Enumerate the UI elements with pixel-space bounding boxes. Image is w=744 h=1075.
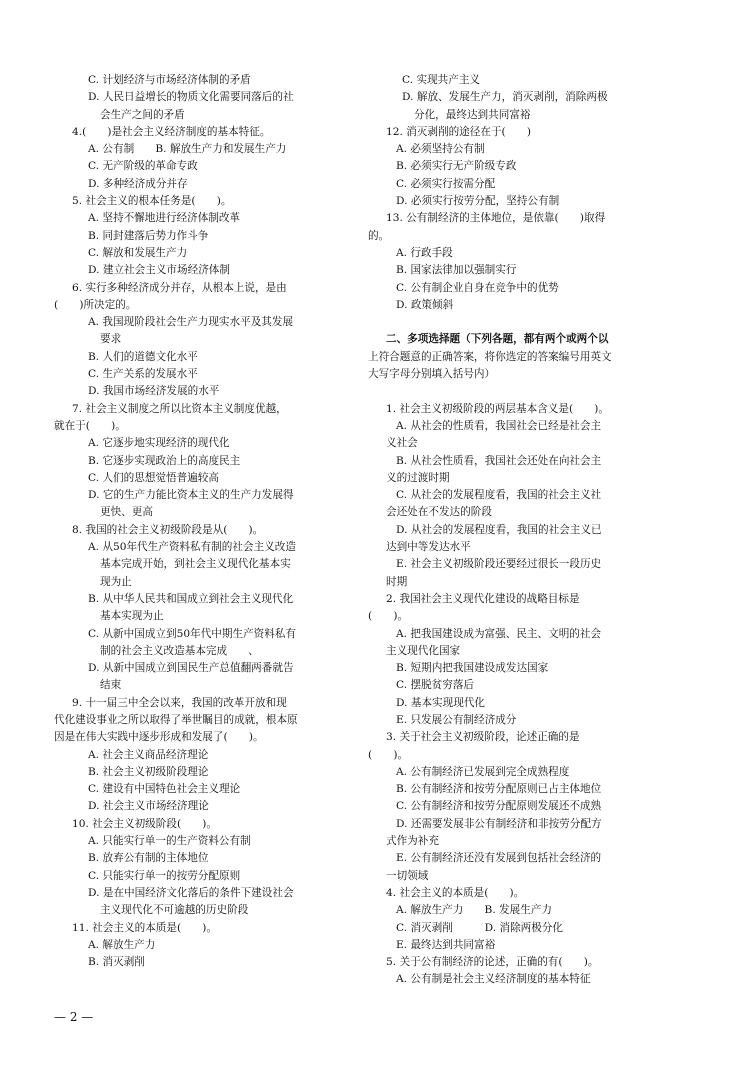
text-line: 分化，最终达到共同富裕 — [414, 108, 531, 121]
text-line: 10. 社会主义初级阶段( )。 — [72, 817, 218, 830]
text-line: 会还处在不发达的阶段 — [386, 506, 492, 519]
text-line — [368, 383, 664, 400]
right-column — [368, 72, 664, 989]
text-line: A. 行政手段 — [396, 246, 453, 259]
text-line: B. 社会主义初级阶段理论 — [88, 765, 209, 778]
text-line: B. 人们的道德文化水平 — [88, 350, 198, 363]
text-line: B. 从社会性质看，我国社会还处在向社会主 — [396, 454, 602, 467]
text-line: 2. 我国社会主义现代化建设的战略目标是 — [386, 592, 580, 605]
text-line: B. 国家法律加以强制实行 — [396, 264, 517, 277]
text-line: 主义现代化国家 — [386, 644, 461, 657]
text-line: 8. 我国的社会主义初级阶段是从( )。 — [72, 523, 264, 536]
text-line: 9. 十一届三中全会以来，我国的改革开放和现 — [72, 696, 287, 709]
text-line: 5. 关于公有制经济的论述，正确的有( )。 — [386, 956, 599, 969]
text-line: 就在于( )。 — [54, 419, 126, 432]
text-line: B. 公有制经济和按劳分配原则已占主体地位 — [396, 783, 602, 796]
text-line: A. 公有制经济已发展到完全成熟程度 — [396, 765, 570, 778]
text-line: A. 社会主义商品经济理论 — [88, 748, 209, 761]
text-line: C. 计划经济与市场经济体制的矛盾 — [88, 74, 251, 86]
text-line: C. 摆脱贫穷落后 — [396, 679, 475, 692]
page-number: — 2 — — [54, 1010, 94, 1024]
text-line: 主义现代化不可逾越的历史阶段 — [100, 904, 249, 917]
text-line: 更快、更高 — [100, 506, 153, 519]
text-line: 上符合题意的正确答案，将你选定的答案编号用英文 — [368, 350, 612, 363]
text-line: 式作为补充 — [386, 835, 439, 848]
text-line: A. 解放生产力 — [88, 938, 156, 951]
text-line: 1. 社会主义初级阶段的两层基本含义是( )。 — [386, 402, 610, 415]
text-line: 现为止 — [100, 575, 132, 588]
text-line: 因是在伟大实践中逐步形成和发展了( )。 — [54, 731, 264, 744]
text-line: 达到中等发达水平 — [386, 541, 471, 554]
text-line: A. 只能实行单一的生产资料公有制 — [88, 835, 251, 848]
text-line: C. 生产关系的发展水平 — [88, 368, 198, 381]
text-line: 5. 社会主义的根本任务是( )。 — [72, 195, 232, 208]
text-line: C. 只能实行单一的按劳分配原则 — [88, 869, 241, 882]
text-line: C. 从社会的发展程度看，我国的社会主义社 — [396, 489, 602, 502]
text-line: B. 消灭剥削 — [88, 956, 145, 969]
text-line: D. 必须实行按劳分配，坚持公有制 — [396, 195, 560, 208]
text-line: A. 坚持不懈地进行经济体制改革 — [88, 212, 241, 225]
text-line: E. 最终达到共同富裕 — [396, 938, 496, 951]
text-line: 4.( )是社会主义经济制度的基本特征。 — [72, 125, 271, 138]
text-line: A. 解放生产力 B. 发展生产力 — [396, 904, 553, 917]
left-column — [54, 72, 360, 971]
text-line: C. 建设有中国特色社会主义理论 — [88, 783, 241, 796]
text-line: C. 公有制经济和按劳分配原则发展还不成熟 — [396, 800, 602, 813]
text-line: A. 必须坚持公有制 — [396, 143, 485, 156]
text-line: C. 必须实行按需分配 — [396, 177, 496, 190]
text-line: ( )。 — [368, 610, 409, 623]
text-line: C. 解放和发展生产力 — [88, 246, 188, 259]
text-line: D. 解放、发展生产力，消灭剥削，消除两极 — [402, 91, 608, 104]
text-line: 基本实现为止 — [100, 610, 164, 623]
text-line: 义社会 — [386, 437, 418, 450]
text-line: D. 政策倾斜 — [396, 298, 454, 311]
text-line: C. 实现共产主义 — [402, 74, 481, 86]
text-line: E. 社会主义初级阶段还要经过很长一段历史 — [396, 558, 602, 571]
text-line: B. 从中华人民共和国成立到社会主义现代化 — [88, 592, 294, 605]
text-line: D. 是在中国经济文化落后的条件下建设社会 — [88, 886, 294, 899]
text-line: C. 公有制企业自身在竞争中的优势 — [396, 281, 559, 294]
text-line: 二、多项选择题（下列各题，都有两个或两个以 — [386, 333, 609, 346]
text-line: 13. 公有制经济的主体地位，是依靠( )取得 — [386, 212, 606, 225]
text-line: 3. 关于社会主义初级阶段，论述正确的是 — [386, 731, 580, 744]
text-line: A. 我国现阶段社会生产力现实水平及其发展 — [88, 316, 294, 329]
text-line: 基本完成开始，到社会主义现代化基本实 — [100, 558, 291, 571]
text-line: 代化建设事业之所以取得了举世瞩目的成就，根本原 — [54, 713, 298, 726]
text-line: D. 人民日益增长的物质文化需要同落后的社 — [88, 91, 294, 104]
text-line: 制的社会主义改造基本完成 、 — [100, 644, 259, 657]
text-line: 大写字母分别填入括号内） — [368, 368, 496, 381]
text-line: 6. 实行多种经济成分并存，从根本上说，是由 — [72, 281, 287, 294]
text-line: D. 建立社会主义市场经济体制 — [88, 264, 230, 277]
text-line: 要求 — [100, 333, 122, 346]
text-line: A. 公有制 B. 解放生产力和发展生产力 — [88, 143, 287, 156]
text-line: B. 必须实行无产阶级专政 — [396, 160, 517, 173]
text-line: 义的过渡时期 — [386, 471, 450, 484]
text-line: A. 从社会的性质看，我国社会已经是社会主 — [396, 419, 602, 432]
text-line: C. 无产阶级的革命专政 — [88, 160, 198, 173]
text-line: 11. 社会主义的本质是( )。 — [72, 921, 218, 934]
text-line: D. 从社会的发展程度看，我国的社会主义已 — [396, 523, 602, 536]
text-line: B. 同封建落后势力作斗争 — [88, 229, 209, 242]
text-line — [368, 314, 664, 331]
text-line: C. 消灭剥削 D. 消除两极分化 — [396, 921, 564, 934]
text-line: B. 放弃公有制的主体地位 — [88, 852, 209, 865]
text-line: D. 基本实现现代化 — [396, 696, 486, 709]
text-line: D. 多种经济成分并存 — [88, 177, 188, 190]
text-line: 的。 — [368, 229, 390, 242]
text-line: ( )。 — [368, 748, 409, 761]
text-line: 4. 社会主义的本质是( )。 — [386, 886, 525, 899]
text-line: 会生产之间的矛盾 — [100, 108, 185, 121]
text-line: 结束 — [100, 679, 122, 692]
text-line: 7. 社会主义制度之所以比资本主义制度优越， — [72, 402, 287, 415]
text-line: D. 我国市场经济发展的水平 — [88, 385, 220, 398]
text-line: ( )所决定的。 — [54, 298, 137, 311]
text-line: 一切领域 — [386, 869, 429, 882]
text-line: B. 短期内把我国建设成发达国家 — [396, 662, 549, 675]
text-line: C. 人们的思想觉悟普遍较高 — [88, 471, 219, 484]
text-line: 时期 — [386, 575, 408, 588]
text-line: C. 从新中国成立到50年代中期生产资料私有 — [88, 627, 297, 640]
text-line: A. 把我国建设成为富强、民主、文明的社会 — [396, 627, 602, 640]
text-line: D. 从新中国成立到国民生产总值翻两番就告 — [88, 662, 294, 675]
text-line: D. 它的生产力能比资本主义的生产力发展得 — [88, 489, 294, 502]
text-line: E. 公有制经济还没有发展到包括社会经济的 — [396, 852, 602, 865]
text-line: A. 从50年代生产资料私有制的社会主义改造 — [88, 541, 296, 554]
text-line: 12. 消灭剥削的途径在于( ) — [386, 125, 532, 138]
text-line: D. 还需要发展非公有制经济和非按劳分配方 — [396, 817, 602, 830]
text-line: A. 公有制是社会主义经济制度的基本特征 — [396, 973, 591, 986]
text-line: A. 它逐步地实现经济的现代化 — [88, 437, 230, 450]
text-line: B. 它逐步实现政治上的高度民主 — [88, 454, 241, 467]
text-line: E. 只发展公有制经济成分 — [396, 713, 517, 726]
text-line: D. 社会主义市场经济理论 — [88, 800, 209, 813]
